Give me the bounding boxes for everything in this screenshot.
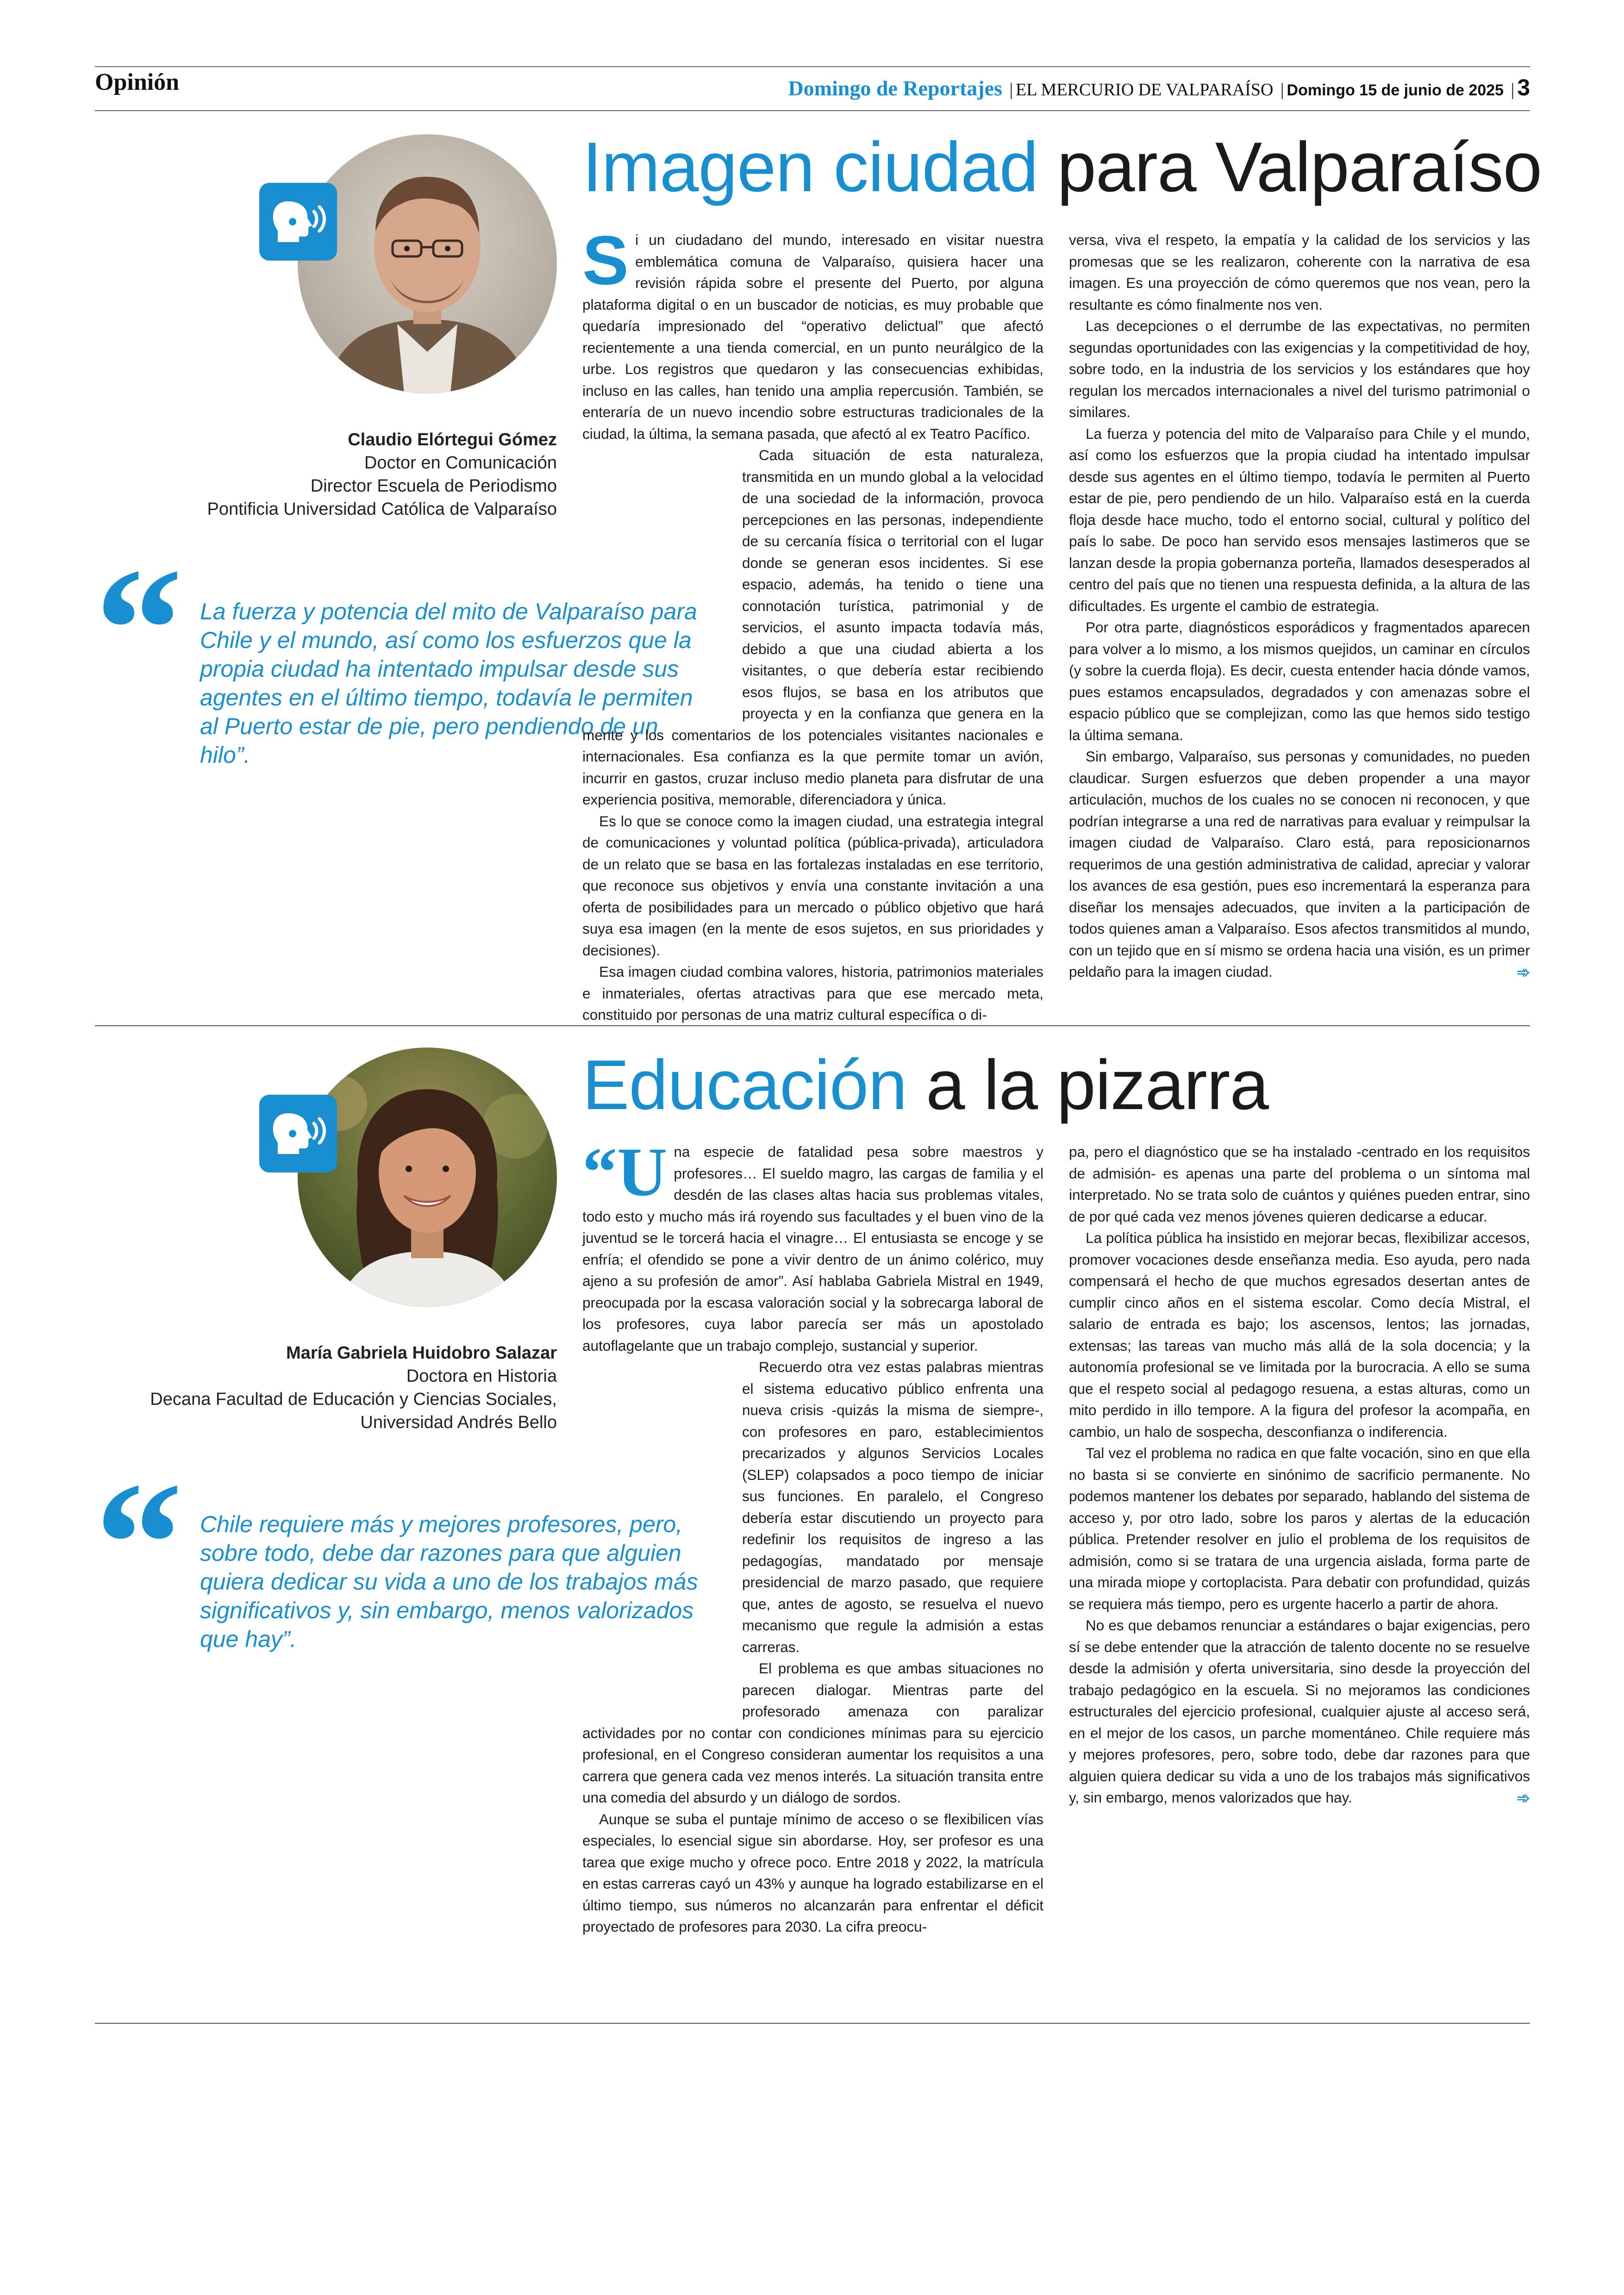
author-degree: Doctor en Comunicación bbox=[364, 453, 557, 473]
footer-rule bbox=[95, 2023, 1530, 2024]
title-accent: Imagen ciudad bbox=[582, 128, 1038, 206]
paragraph-text: i un ciudadano del mundo, interesado en visitar nuestra emblemática comuna de Valparaíso, quisiera hacer una revisión rápida sobre el presente del Puerto, por alguna plataforma digital o en un buscador de noticias, es muy probable que quedaría impresionado del “operativo delictual” que afectó recientemente a una tienda comercial, en un punto neurálgico de la urbe. Los registros que quedaron y las consecuencias exhibidas, incluso en las calles, han tenido una amplia repercusión. También, se enteraría de un nuevo incendio sobre estructuras tradicionales de la ciudad, la última, la semana pasada, que afectó al ex Teatro Pacífico. bbox=[582, 231, 1043, 442]
article-column-2 bbox=[1069, 229, 1530, 984]
end-of-article-icon: ➾ bbox=[1517, 1790, 1530, 1807]
drop-cap: S bbox=[582, 221, 629, 299]
article-title bbox=[582, 128, 1542, 206]
end-of-article-icon: ➾ bbox=[1517, 964, 1530, 981]
page-number: 3 bbox=[1517, 75, 1530, 100]
opinion-voice-badge bbox=[259, 1095, 337, 1172]
speaking-head-icon bbox=[259, 1095, 337, 1172]
paragraph: Por otra parte, diagnósticos esporádicos y fragmentados aparecen para volver a lo mismo, a los mismos quejidos, un caminar en círculos (y sobre la cuerda floja). Es decir, cuesta entender hacia dónde vamos, pues estamos encapsulados, degradados y con amenazas sobre el espacio público que se complejizan, como las que hemos sido testigo la última semana. bbox=[1069, 619, 1530, 743]
header-bottom-rule bbox=[95, 110, 1530, 111]
section-label: Opinión bbox=[95, 69, 180, 95]
header-masthead bbox=[788, 74, 1530, 101]
paragraph-text: Cada situación de esta naturaleza, transmitida en un mundo global a la velocidad de una sociedad de la información, provoca percepciones en las personas, independiente de su cercanía física o territorial con el lugar donde se generan esos incidentes. Si ese espacio, además, ha tenido o tiene una connotación turística, patrimonial y de servicios, el asunto impacta todavía más, debido a que una ciudad abierta a los visitantes, o que debería estar recibiendo esos flujos, se basa en los atributos que proyecta y en la confianza que genera en la mente y los comentarios de los potenciales visitantes nacionales e internacionales. Esa confianza es la que permite tomar un avión, incurrir en gastos, cruzar incluso medio planeta para disfrutar de una experiencia positiva, memorable, diferenciadora y única. bbox=[582, 447, 1043, 808]
title-accent: Educación bbox=[582, 1046, 907, 1124]
paragraph bbox=[582, 221, 1043, 444]
author-byline bbox=[207, 428, 557, 521]
drop-cap: “U bbox=[582, 1134, 668, 1210]
paragraph: La fuerza y potencia del mito de Valparaíso para Chile y el mundo, así como los esfuerzos que la propia ciudad ha intentado impulsar desde sus agentes en el último tiempo, todavía le permiten al Puerto estar de pie, pero pendiendo de un hilo. Valparaíso está en la cuerda floja desde hace mucho, todo el entorno social, cultural y político del país lo sabe. De poco han servido esos mensajes lastimeros que se lanzan desde la propia gobernanza porteña, llamados desesperados al centro del país que no tienen una respuesta definida, a la altura de las dificultades. Es urgente el cambio de estrategia. bbox=[1069, 425, 1530, 614]
pullquote-mark: “ bbox=[95, 532, 183, 727]
author-position: Decana Facultad de Educación y Ciencias Sociales, bbox=[150, 1390, 557, 1409]
author-name: Claudio Elórtegui Gómez bbox=[348, 430, 557, 449]
speaking-head-icon bbox=[259, 183, 337, 261]
header-separator: | bbox=[1280, 80, 1284, 100]
author-portrait bbox=[298, 134, 557, 393]
paragraph bbox=[582, 444, 1043, 811]
paragraph bbox=[582, 1134, 1043, 1356]
author-name: María Gabriela Huidobro Salazar bbox=[286, 1343, 557, 1363]
pullquote-text: Chile requiere más y mejores profesores, pero, sobre todo, debe dar razones para que alguien quiera dedicar su vida a uno de los trabajos más significativos y, sin embargo, menos valorizados que hay”. bbox=[200, 1511, 698, 1652]
newspaper-name: EL MERCURIO DE VALPARAÍSO bbox=[1016, 80, 1274, 100]
pullquote-wrap-space bbox=[582, 537, 742, 708]
author-degree: Doctora en Historia bbox=[406, 1366, 557, 1386]
author-byline bbox=[150, 1341, 557, 1434]
opinion-voice-badge bbox=[259, 183, 337, 261]
article-title bbox=[582, 1046, 1268, 1124]
paragraph: Es lo que se conoce como la imagen ciudad, una estrategia integral de comunicaciones y voluntad política (pública-privada), articuladora de un relato que se basa en las fortalezas instaladas en ese territorio, que reconoce sus objetivos y envía una constante invitación a una oferta de posibilidades para un mercado o público objetivo que hará suya esa imagen (en la mente de esos sujetos, en sus prioridades y decisiones). bbox=[582, 812, 1043, 959]
author-portrait bbox=[298, 1048, 557, 1307]
publication-date: Domingo 15 de junio de 2025 bbox=[1287, 81, 1504, 99]
paragraph: El problema es que ambas situaciones no parecen dialogar. Mientras parte del profesorado amenaza con paralizar actividades por no contar con condiciones mínimas para su ejercicio profesional, en el Congreso consideran aumentar los requisitos a una carrera que genera cada vez menos interés. La situación transita entre una comedia del absurdo y un diálogo de sordos. bbox=[582, 1660, 1043, 1806]
paragraph: Las decepciones o el derrumbe de las expectativas, no permiten segundas oportunidades con las exigencias y la competitividad de hoy, sobre todo, en la industria de los servicios y los estándares que hoy regulan los mercados internacionales a nivel del turismo patrimonial o similares. bbox=[1069, 318, 1530, 420]
paragraph-text: Recuerdo otra vez estas palabras mientras el sistema educativo público enfrenta una nueva crisis -quizás la misma de siempre-, con profesores en paro, establecimientos precarizados y algunos Servicios Locales (SLEP) colapsados a poco tiempo de iniciar sus funciones. En paralelo, el Congreso debería estar discutiendo un proyecto para redefinir los requisitos de ingreso a las pedagogías, mandatado por mensaje presidencial de marzo pasado, que requiere que, antes de agosto, se resuelva el nuevo mecanismo que regule la admisión a estas carreras. bbox=[742, 1359, 1043, 1655]
paragraph bbox=[1069, 1615, 1530, 1809]
article-column-2 bbox=[1069, 1141, 1530, 1809]
article-column-1 bbox=[582, 1134, 1043, 1938]
paragraph: pa, pero el diagnóstico que se ha instalado -centrado en los requisitos de admisión- es apenas una parte del problema o un síntoma mal interpretado. No se trata solo de cuántos y quiénes pueden entrar, sino de por qué cada vez menos jóvenes quieren dedicarse a educar. bbox=[1069, 1143, 1530, 1225]
paragraph-text: No es que debamos renunciar a estándares o bajar exigencias, pero sí se debe entender que la atracción de talento docente no se resuelve desde la admisión y oferta universitaria, sino desde la proyección del trabajo pedagógico en la escuela. Si no mejoramos las condiciones estructurales del ejercicio profesional, cualquier ajuste al acceso será, en el mejor de los casos, un parche momentáneo. Chile requiere más y mejores profesores, pero, sobre todo, debe dar razones para que alguien quiera dedicar su vida a uno de los trabajos más significativos y, sin embargo, menos valorizados que hay. bbox=[1069, 1617, 1530, 1806]
supplement-name: Domingo de Reportajes bbox=[788, 76, 1002, 100]
header-top-rule bbox=[95, 66, 1530, 67]
paragraph: Esa imagen ciudad combina valores, historia, patrimonios materiales e inmateriales, ofertas atractivas para que ese mercado meta, constituido por personas de una matriz cultural específica o di- bbox=[582, 963, 1043, 1023]
paragraph: Tal vez el problema no radica en que falte vocación, sino en que ella no basta si se convierte en sinónimo de sacrificio permanente. No podemos mantener los debates por separado, hablando del sistema de acceso y, por otro lado, sobre los paros y alertas de la educación pública. Pretender resolver en julio el problema de los requisitos de admisión, como si se tratara de una urgencia aislada, forma parte de una mirada miope y cortoplacista. Para debatir con profundidad, quizás se requiera más tiempo, pero es urgente hacerlo a partir de ahora. bbox=[1069, 1445, 1530, 1612]
article-column-1 bbox=[582, 221, 1043, 1026]
paragraph-text: na especie de fatalidad pesa sobre maestros y profesores… El sueldo magro, las cargas de familia y el desdén de las clases altas hacia sus problemas vitales, todo esto y mucho más irá royendo sus facultades y el buen vino de la juventud se le torcerá hacia el vinagre… El entusiasta se encoge y se enfría; el ofendido se pone a vivir dentro de un ánimo colérico, muy ajeno a su profesión de amor”. Así hablaba Gabriela Mistral en 1949, preocupada por la escasa valoración social y la sobrecarga laboral de los profesores, cuya labor parecía ser más un apostolado autoflagelante que un trabajo complejo, sustancial y superior. bbox=[582, 1143, 1043, 1354]
paragraph: versa, viva el respeto, la empatía y la calidad de los servicios y las promesas que se les realizaron, coherente con la narrativa de esa imagen. Es una proyección de cómo queremos que nos vean, pero la resultante es cómo finalmente nos ven. bbox=[1069, 231, 1530, 313]
header-separator: | bbox=[1511, 80, 1515, 100]
title-rest: a la pizarra bbox=[926, 1046, 1268, 1124]
header-separator: | bbox=[1009, 80, 1013, 100]
author-position: Director Escuela de Periodismo bbox=[310, 476, 557, 496]
pullquote-text: La fuerza y potencia del mito de Valparaíso para Chile y el mundo, así como los esfuerzos que la propia ciudad ha intentado impulsar desde sus agentes en el último tiempo, todavía le permiten al Puerto estar de pie, pero pendiendo de un hilo”. bbox=[200, 599, 697, 768]
paragraph: Aunque se suba el puntaje mínimo de acceso o se flexibilicen vías especiales, lo esencial sigue sin abordarse. Hoy, ser profesor es una tarea que exige mucho y ofrece poco. Entre 2018 y 2022, la matrícula en estas carreras cayó un 43% y aunque ha logrado estabilizarse en el último tiempo, sus números no alcanzarán para enfrentar el déficit proyectado de profesores para 2030. La cifra preocu- bbox=[582, 1810, 1043, 1935]
paragraph bbox=[582, 1356, 1043, 1658]
author-institution: Universidad Andrés Bello bbox=[360, 1413, 557, 1432]
title-rest: para Valparaíso bbox=[1057, 128, 1542, 206]
paragraph bbox=[1069, 746, 1530, 983]
paragraph-text: Sin embargo, Valparaíso, sus personas y comunidades, no pueden claudicar. Surgen esfuerzos que deben propender a una mayor articulación, muchos de los cuales no se conocen ni reconocen, y que podrían integrarse a una red de narrativas para evaluar y reimpulsar la imagen ciudad de Valparaíso. Claro está, para reposicionarnos requerimos de una gestión administrativa de calidad, apreciar y valorar los avances de esa gestión, pues eso incrementará la esperanza para diseñar los mensajes adecuados, que inviten a la participación de todos quienes aman a Valparaíso. Esos afectos transmitidos al mundo, con un tejido que en sí mismo se ordena hacia una visión, es un primer peldaño para la imagen ciudad. bbox=[1069, 748, 1530, 980]
pullquote-wrap-space bbox=[582, 1467, 742, 1708]
article-divider bbox=[95, 1025, 1530, 1026]
pullquote-mark: “ bbox=[95, 1446, 183, 1641]
author-institution: Pontificia Universidad Católica de Valparaíso bbox=[207, 499, 557, 519]
paragraph: La política pública ha insistido en mejorar becas, flexibilizar accesos, promover vocaciones desde enseñanza media. Eso ayuda, pero nada compensará el hecho de que muchos egresados desertan antes de cumplir cinco años en el sistema escolar. Como decía Mistral, el salario de entrada es bajo; los ascensos, lentos; las jornadas, extensas; las tareas van mucho más allá de la sola docencia; y la autonomía profesional se ve limitada por la burocracia. A ello se suma que el respeto social al pedagogo resuena, a estas alturas, como un mito perdido in illo tempore. A la figura del profesor la acompaña, en cambio, un halo de sospecha, desconfianza o indiferencia. bbox=[1069, 1229, 1530, 1440]
